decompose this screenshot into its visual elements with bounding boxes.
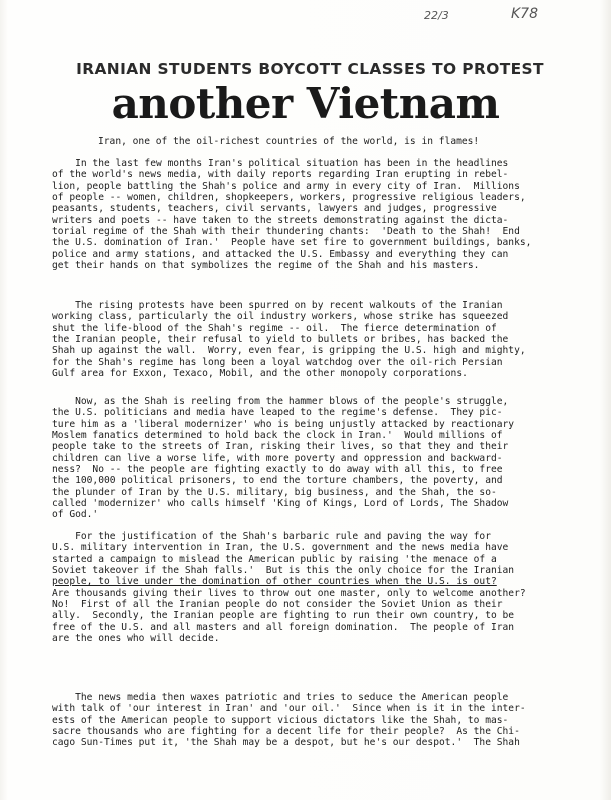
text-line: shut the life-blood of the Shah's regime -- oil. The fierce determination of bbox=[52, 322, 497, 334]
paragraph-2 bbox=[52, 300, 572, 379]
text-line: Soviet takeover if the Shah falls.' But is this the only choice for the Iranian bbox=[52, 565, 515, 577]
text-line: cago Sun-Times put it, 'the Shah may be a despot, but he's our despot.' The Shah bbox=[52, 737, 520, 749]
text-line: of God.' bbox=[52, 509, 99, 521]
handwritten-page-number: 22/3 bbox=[424, 9, 449, 22]
text-line: ness? No -- the people are fighting exactly to do away with all this, to free bbox=[52, 464, 503, 476]
text-line: the U.S. politicians and media have leaped to the regime's defense. They pic- bbox=[52, 407, 503, 419]
handwritten-archive-code: K78 bbox=[511, 6, 538, 22]
text-line: peasants, students, teachers, civil servants, lawyers and judges, progressive bbox=[52, 203, 497, 215]
text-line: Moslem fanatics determined to hold back the clock in Iran.' Would millions of bbox=[52, 430, 503, 442]
paragraph-5 bbox=[52, 692, 572, 749]
text-line: the Iranian people, their refusal to yield to bullets or bribes, has backed the bbox=[52, 334, 509, 346]
underlined-text-line: people, to live under the domination of other countries when the U.S. is out? bbox=[52, 576, 497, 588]
text-line: U.S. military intervention in Iran, the U.S. government and the news media have bbox=[52, 542, 509, 554]
text-line: torial regime of the Shah with their thundering chants: 'Death to the Shah! End bbox=[52, 226, 520, 238]
text-line: In the last few months Iran's political situation has been in the headlines bbox=[52, 158, 509, 169]
text-line: of people -- women, children, shopkeepers, workers, progressive religious leaders, bbox=[52, 192, 526, 204]
paragraph-1 bbox=[52, 158, 572, 271]
text-line: The rising protests have been spurred on by recent walkouts of the Iranian bbox=[52, 300, 503, 311]
document-heading: IRANIAN STUDENTS BOYCOTT CLASSES TO PROTEST bbox=[76, 60, 544, 78]
text-line: Shah up against the wall. Worry, even fear, is gripping the U.S. high and mighty, bbox=[52, 345, 526, 357]
text-line: for the Shah's regime has long been a loyal watchdog over the oil-rich Persian bbox=[52, 356, 503, 368]
text-line: the 100,000 political prisoners, to end the torture chambers, the poverty, and bbox=[52, 475, 503, 487]
text-line: with talk of 'our interest in Iran' and 'our oil.' Since when is it in the inter- bbox=[52, 703, 526, 715]
text-line: the plunder of Iran by the U.S. military, big business, and the Shah, the so- bbox=[52, 486, 497, 498]
text-line: Are thousands giving their lives to throw out one master, only to welcome another? bbox=[52, 587, 526, 599]
text-line: the U.S. domination of Iran.' People have set fire to government buildings, banks, bbox=[52, 237, 532, 249]
text-line: ture him as a 'liberal modernizer' who is being unjustly attacked by reactionary bbox=[52, 418, 515, 430]
text-line: children can live a worse life, with more poverty and oppression and backward- bbox=[52, 452, 503, 464]
document-title: another Vietnam bbox=[111, 79, 500, 128]
text-line: writers and poets -- have taken to the streets demonstrating against the dicta- bbox=[52, 214, 509, 226]
paragraph-3 bbox=[52, 396, 572, 521]
text-line: For the justification of the Shah's barbaric rule and paving the way for bbox=[52, 531, 491, 542]
text-line: police and army stations, and attacked the U.S. Embassy and everything they can bbox=[52, 248, 509, 260]
text-line: Now, as the Shah is reeling from the hammer blows of the people's struggle, bbox=[52, 396, 509, 407]
text-line: Gulf area for Exxon, Texaco, Mobil, and the other monopoly corporations. bbox=[52, 368, 468, 380]
text-line: are the ones who will decide. bbox=[52, 633, 220, 645]
text-line: of the world's news media, with daily reports regarding Iran erupting in rebel- bbox=[52, 169, 509, 181]
text-line: free of the U.S. and all masters and all foreign domination. The people of Iran bbox=[52, 621, 515, 633]
text-line: ally. Secondly, the Iranian people are fighting to run their own country, to be bbox=[52, 610, 515, 622]
intro-line: Iran, one of the oil-richest countries of the world, is in flames! bbox=[98, 136, 480, 147]
paragraph-4 bbox=[52, 531, 572, 644]
text-line: get their hands on that symbolizes the regime of the Shah and his masters. bbox=[52, 260, 480, 272]
text-line: people take to the streets of Iran, risking their lives, so that they and their bbox=[52, 441, 509, 453]
text-line: working class, particularly the oil industry workers, whose strike has squeezed bbox=[52, 311, 509, 323]
text-line: ests of the American people to support vicious dictators like the Shah, to mas- bbox=[52, 714, 509, 726]
text-line: sacre thousands who are fighting for a decent life for their people? As the Chi- bbox=[52, 726, 520, 738]
text-line: started a campaign to mislead the American public by raising 'the menace of a bbox=[52, 553, 497, 565]
text-line: No! First of all the Iranian people do not consider the Soviet Union as their bbox=[52, 599, 503, 611]
text-line: The news media then waxes patriotic and tries to seduce the American people bbox=[52, 692, 509, 703]
text-line: lion, people battling the Shah's police and army in every city of Iran. Millions bbox=[52, 180, 520, 192]
text-line: called 'modernizer' who calls himself 'King of Kings, Lord of Lords, The Shadow bbox=[52, 498, 509, 510]
